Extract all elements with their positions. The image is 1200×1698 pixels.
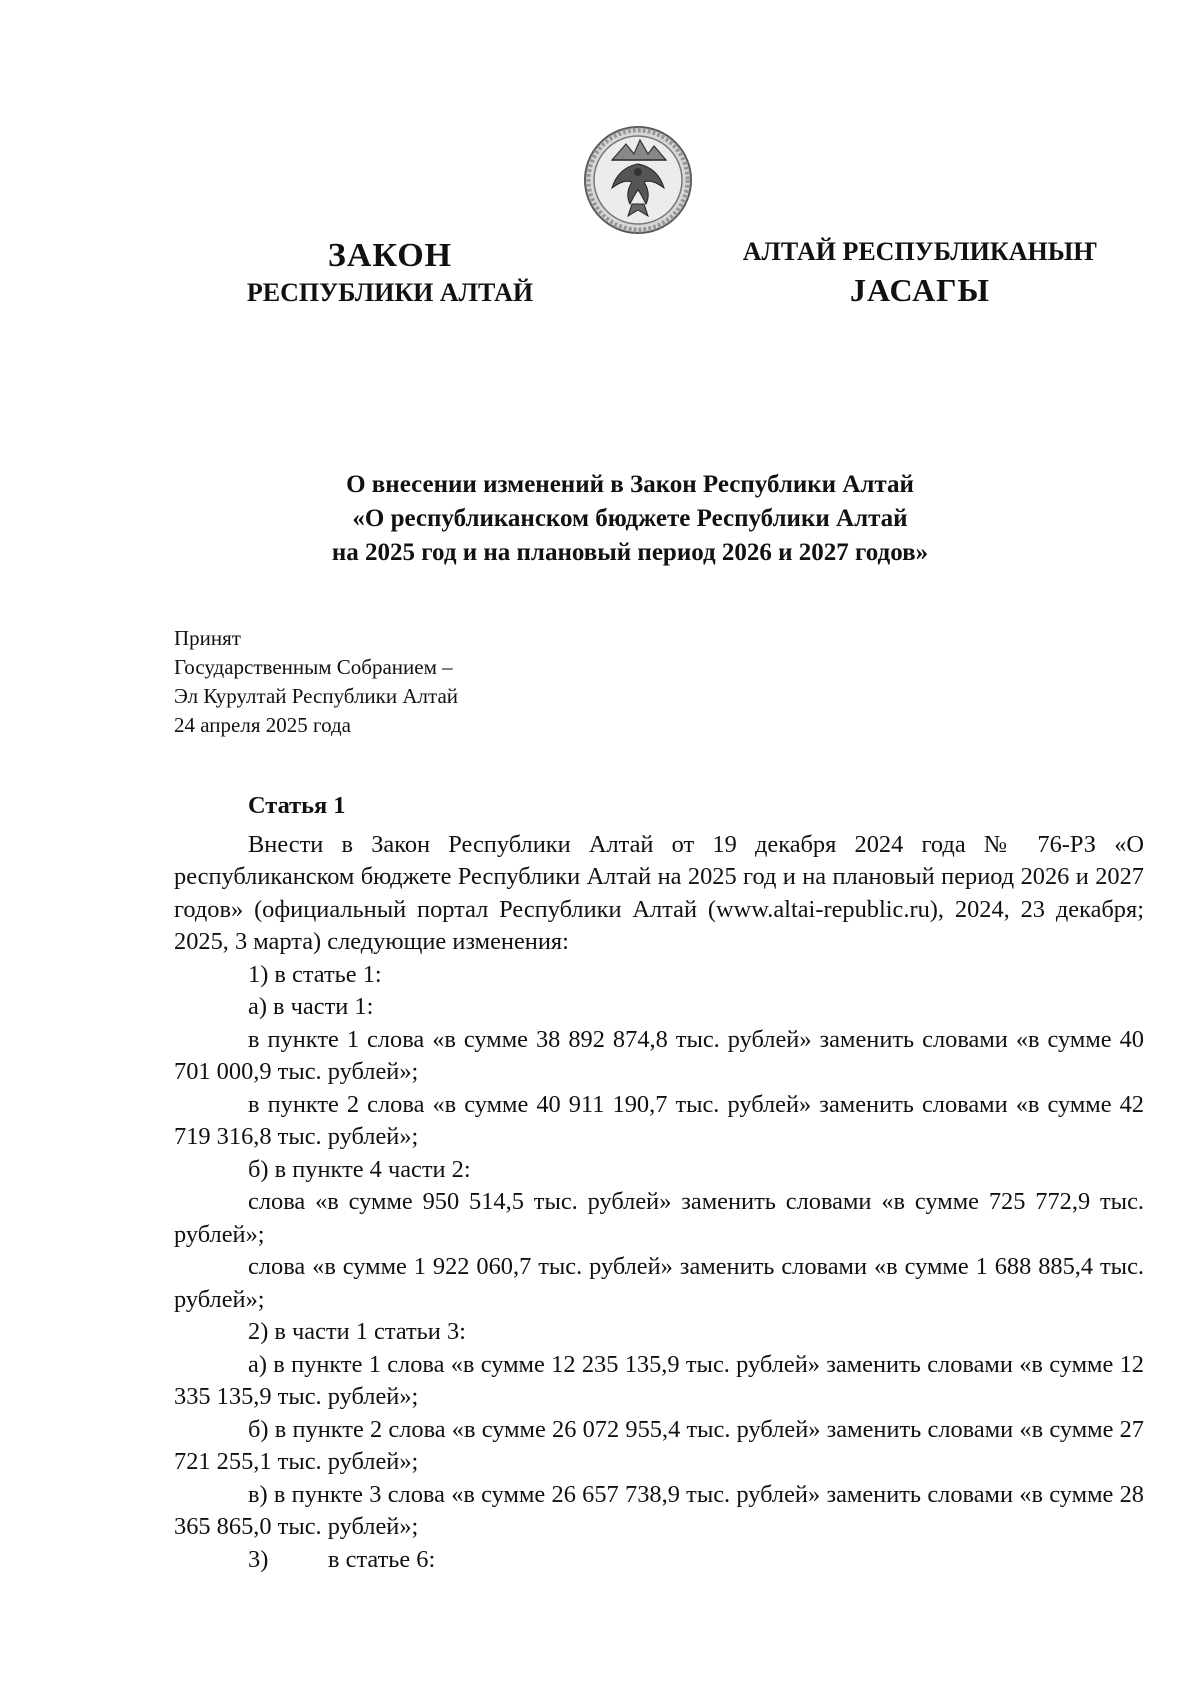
- title-line-2: «О республиканском бюджете Республики Алтай: [352, 505, 908, 532]
- adoption-info: [174, 624, 458, 740]
- article-paragraph: а) в пункте 1 слова «в сумме 12 235 135,9 тыс. рублей» заменить словами «в сумме 12 335 135,9 тыс. рублей»;: [174, 1350, 1144, 1410]
- adoption-line-1: Принят: [174, 626, 241, 650]
- article-1: [174, 790, 1144, 1576]
- item-number: 3): [248, 1545, 269, 1573]
- article-heading: Статья 1: [248, 792, 346, 819]
- item-text: в статье 6:: [328, 1545, 436, 1573]
- article-paragraph: 2) в части 1 статьи 3:: [248, 1318, 466, 1345]
- article-paragraph: в) в пункте 3 слова «в сумме 26 657 738,9 тыс. рублей» заменить словами «в сумме 28 365 865,0 тыс. рублей»;: [174, 1480, 1144, 1540]
- adoption-line-3: Эл Курултай Республики Алтай: [174, 684, 459, 708]
- adoption-line-2: Государственным Собранием –: [174, 655, 453, 679]
- article-paragraph: 1) в статье 1:: [248, 960, 382, 988]
- article-paragraph: в пункте 1 слова «в сумме 38 892 874,8 тыс. рублей» заменить словами «в сумме 40 701 000,9 тыс. рублей»;: [174, 1025, 1144, 1085]
- document-title: [170, 468, 1090, 570]
- article-paragraph: б) в пункте 2 слова «в сумме 26 072 955,4 тыс. рублей» заменить словами «в сумме 27 721 255,1 тыс. рублей»;: [174, 1415, 1144, 1475]
- title-line-1: О внесении изменений в Закон Республики Алтай: [346, 471, 914, 498]
- adoption-date: 24 апреля 2025 года: [174, 713, 351, 737]
- header-right-law: ЈАСАГЫ: [850, 272, 990, 308]
- header-right-republic: АЛТАЙ РЕСПУБЛИКАНЫҤ: [742, 237, 1098, 266]
- header-left-republic: РЕСПУБЛИКИ АЛТАЙ: [246, 278, 534, 307]
- article-paragraph: а) в части 1:: [248, 993, 374, 1020]
- header-left-law: ЗАКОН: [327, 237, 453, 274]
- article-paragraph: слова «в сумме 950 514,5 тыс. рублей» заменить словами «в сумме 725 772,9 тыс. рублей»;: [174, 1188, 1144, 1248]
- article-item-3: [174, 1544, 1144, 1577]
- title-line-3: на 2025 год и на плановый период 2026 и 2027 годов»: [331, 539, 929, 566]
- article-paragraph: в пункте 2 слова «в сумме 40 911 190,7 тыс. рублей» заменить словами «в сумме 42 719 316,8 тыс. рублей»;: [174, 1090, 1144, 1150]
- article-paragraph: слова «в сумме 1 922 060,7 тыс. рублей» заменить словами «в сумме 1 688 885,4 тыс. рублей»;: [174, 1253, 1144, 1313]
- article-paragraph: Внести в Закон Республики Алтай от 19 декабря 2024 года № 76-РЗ «О республиканском бюджете Республики Алтай на 2025 год и на плановый период 2026 и 2027 годов» (официальный портал Республики Алтай (www.altai-republic.ru), 2024, 23 декабря; 2025, 3 марта) следующие изменения:: [174, 830, 1144, 955]
- altai-republic-coat-of-arms-icon: [582, 124, 694, 236]
- header-left: [190, 236, 590, 310]
- header-right: [700, 234, 1140, 310]
- article-paragraph: б) в пункте 4 части 2:: [248, 1155, 471, 1183]
